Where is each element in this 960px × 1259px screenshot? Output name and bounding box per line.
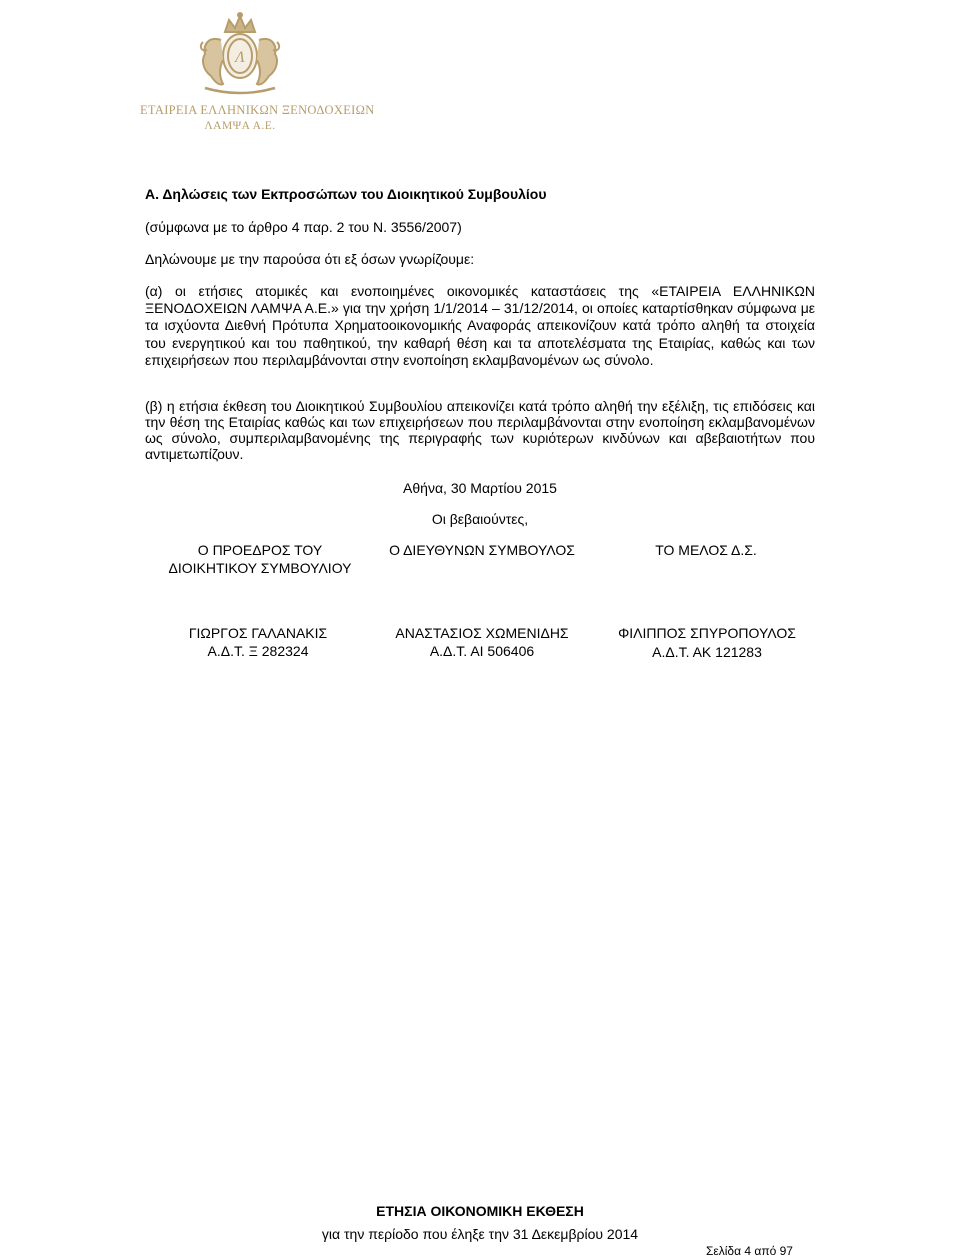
signatory-member <box>607 624 807 661</box>
company-logo <box>140 10 375 132</box>
crest-monogram-icon <box>175 10 305 98</box>
signatory-name: ΦΙΛΙΠΠΟΣ ΣΠΥΡΟΠΟΥΛΟΣ <box>618 625 796 641</box>
intro-statement: Δηλώνουμε με την παρούσα ότι εξ όσων γνωρίζουμε: <box>145 251 475 267</box>
role-line2: ΔΙΟΙΚΗΤΙΚΟΥ ΣΥΜΒΟΥΛΙΟΥ <box>168 560 352 576</box>
footer-report-title: ΕΤΗΣΙΑ ΟΙΚΟΝΟΜΙΚΗ ΕΚΘΕΣΗ <box>376 1203 584 1219</box>
paragraph-a: (α) οι ετήσιες ατομικές και ενοποιημένες οικονομικές καταστάσεις της «ΕΤΑΙΡΕΙΑ ΕΛΛΗΝΙΚΩΝ ΞΕΝΟΔΟΧΕΙΩΝ ΛΑΜΨΑ Α.Ε.» για την χρήση 1/1/2014 – 31/12/2014, οι οποίες καταρτίσθηκαν σύμφωνα με τα ισχύοντα Διεθνή Πρότυπα Χρηματοοικονομικής Αναφοράς απεικονίζουν κατά τρόπο αληθή τα στοιχεία του ενεργητικού και του παθητικού, την καθαρή θέση και τα αποτελέσματα της Εταιρίας, καθώς και των επιχειρήσεων που περιλαμβάνονται στην ενοποίηση εκλαμβανομένων ως σύνολο. <box>145 283 815 368</box>
signatory-id: Α.Δ.Τ. ΑΚ 121283 <box>652 644 762 660</box>
certifiers-label: Οι βεβαιούντες, <box>431 511 529 527</box>
logo-company-suffix: ΛΑΜΨΑ Α.Ε. <box>204 120 276 132</box>
signatory-name: ΑΝΑΣΤΑΣΙΟΣ ΧΩΜΕΝΙΔΗΣ <box>395 625 569 641</box>
logo-company-name: ΕΤΑΙΡΕΙΑ ΕΛΛΗΝΙΚΩΝ ΞΕΝΟΔΟΧΕΙΩΝ <box>140 103 375 117</box>
signatory-chairman-role <box>160 541 360 577</box>
paragraph-b: (β) η ετήσια έκθεση του Διοικητικού Συμβουλίου απεικονίζει κατά τρόπο αληθή την εξέλιξη, τις επιδόσεις και την θέση της Εταιρίας καθώς και των επιχειρήσεων που περιλαμβάνονται στην ενοποίηση εκλαμβανομένων ως σύνολο, συμπεριλαμβανομένης της περιγραφής των κυριότερων κινδύνων και αβεβαιοτήτων που αντιμετωπίζουν. <box>145 398 815 462</box>
signatory-ceo <box>382 624 582 660</box>
signatory-chairman <box>158 624 358 660</box>
place-date: Αθήνα, 30 Μαρτίου 2015 <box>403 480 557 496</box>
signatory-id: Α.Δ.Τ. Ξ 282324 <box>207 643 309 659</box>
page-number: Σελίδα 4 από 97 <box>706 1244 793 1258</box>
role-line1: Ο ΔΙΕΥΘΥΝΩΝ ΣΥΜΒΟΥΛΟΣ <box>389 542 575 558</box>
role-line1: Ο ΠΡΟΕΔΡΟΣ ΤΟΥ <box>197 542 323 558</box>
signatory-name: ΓΙΩΡΓΟΣ ΓΑΛΑΝΑΚΙΣ <box>188 625 328 641</box>
role-line1: ΤΟ ΜΕΛΟΣ Δ.Σ. <box>655 542 757 558</box>
signatory-member-role <box>606 541 806 559</box>
legal-reference: (σύμφωνα με το άρθρο 4 παρ. 2 του Ν. 3556/2007) <box>145 219 462 235</box>
signatory-id: Α.Δ.Τ. ΑΙ 506406 <box>429 643 535 659</box>
signatory-ceo-role <box>382 541 582 559</box>
section-heading: Α. Δηλώσεις των Εκπροσώπων του Διοικητικού Συμβουλίου <box>145 186 547 202</box>
svg-text:Λ: Λ <box>235 49 245 66</box>
footer-period: για την περίοδο που έληξε την 31 Δεκεμβρίου 2014 <box>321 1226 639 1242</box>
